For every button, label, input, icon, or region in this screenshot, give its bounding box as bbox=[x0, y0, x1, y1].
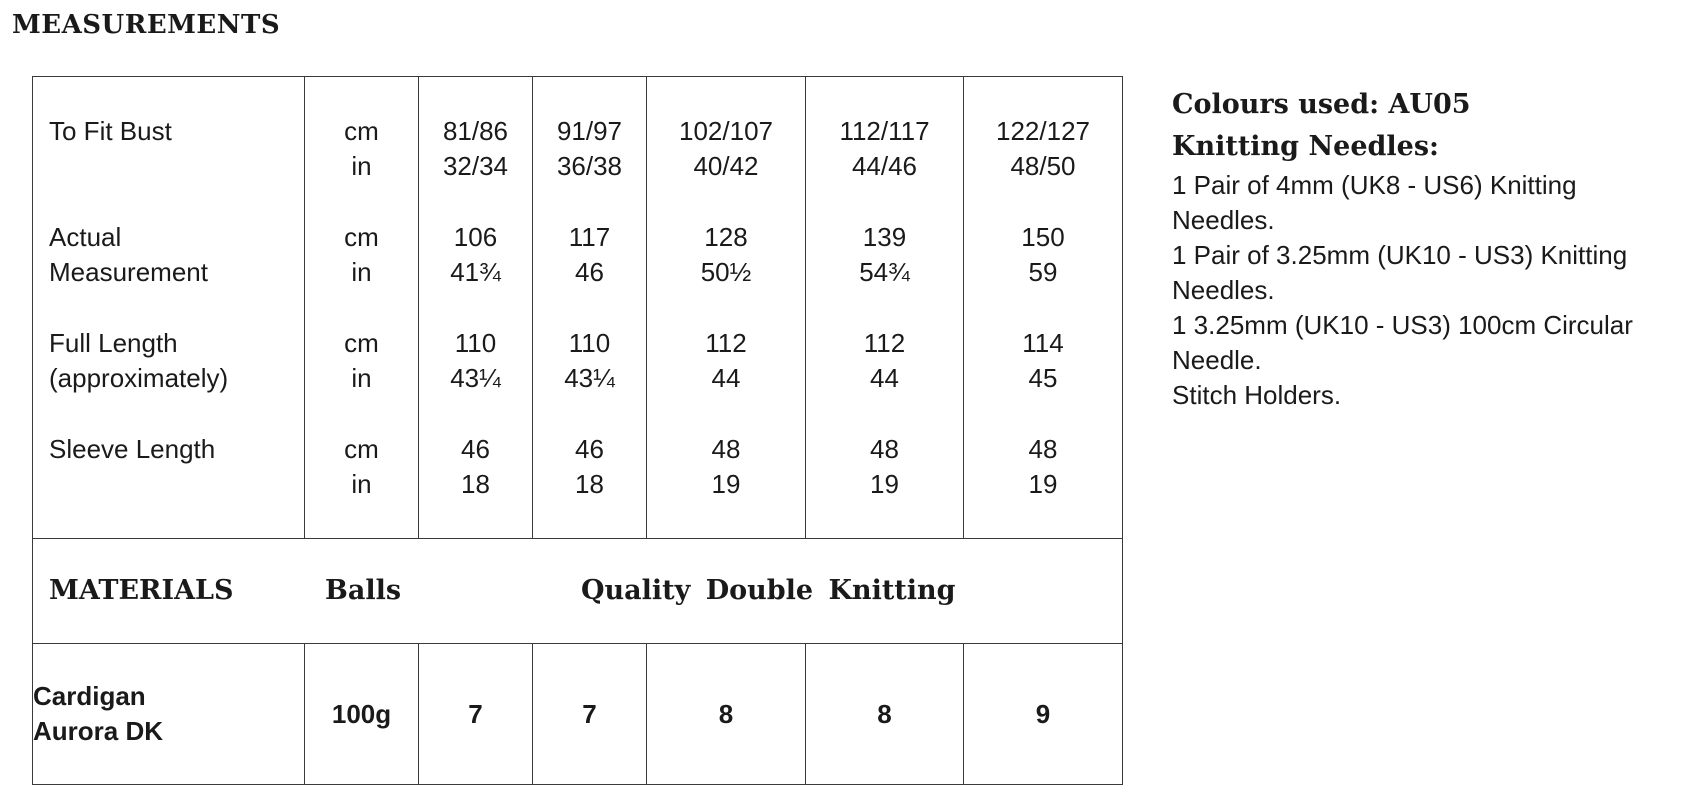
value-cell: 48 19 bbox=[711, 434, 741, 499]
size-column-2 bbox=[533, 77, 647, 539]
yarn-weight: 100g bbox=[305, 644, 419, 785]
yarn-qty-size-3: 8 bbox=[647, 644, 806, 785]
needle-line: 1 3.25mm (UK10 - US3) 100cm Circular bbox=[1172, 310, 1633, 340]
needle-line: 1 Pair of 4mm (UK8 - US6) Knitting bbox=[1172, 170, 1577, 200]
needle-line: Stitch Holders. bbox=[1172, 380, 1342, 410]
value-cell: 106 41¾ bbox=[450, 222, 501, 287]
value-cell: 110 43¼ bbox=[564, 328, 615, 393]
yarn-name: Cardigan Aurora DK bbox=[33, 644, 305, 785]
value-cell: 114 45 bbox=[1022, 328, 1064, 393]
value-cell: 48 19 bbox=[1028, 434, 1058, 499]
value-cell: 91/97 36/38 bbox=[556, 116, 623, 181]
materials-header-row bbox=[33, 539, 1123, 644]
value-cell: 112 44 bbox=[863, 328, 906, 393]
unit-cell: cm in bbox=[344, 116, 379, 181]
measurements-table bbox=[32, 76, 1123, 785]
yarn-row bbox=[33, 644, 1123, 785]
value-cell: 117 46 bbox=[568, 222, 611, 287]
unit-cell: cm in bbox=[344, 222, 379, 287]
row-label-sleeve: Sleeve Length bbox=[49, 434, 216, 464]
value-cell: 150 59 bbox=[1021, 222, 1065, 287]
size-column-5 bbox=[964, 77, 1123, 539]
size-column-3 bbox=[647, 77, 806, 539]
needle-line: 1 Pair of 3.25mm (UK10 - US3) Knitting bbox=[1172, 240, 1628, 270]
needle-line: Needle. bbox=[1172, 345, 1262, 375]
size-column-4 bbox=[806, 77, 964, 539]
label-column bbox=[33, 77, 305, 539]
balls-label: Balls bbox=[325, 575, 402, 606]
value-cell: 48 19 bbox=[870, 434, 899, 499]
yarn-qty-size-2: 7 bbox=[533, 644, 647, 785]
value-cell: 112/117 44/46 bbox=[839, 116, 930, 181]
value-cell: 110 43¼ bbox=[450, 328, 501, 393]
page-title: MEASUREMENTS bbox=[12, 10, 281, 40]
side-notes bbox=[1172, 84, 1692, 413]
value-cell: 139 54¾ bbox=[859, 222, 910, 287]
unit-cell: cm in bbox=[344, 328, 379, 393]
unit-column bbox=[305, 77, 419, 539]
yarn-qty-size-1: 7 bbox=[419, 644, 533, 785]
materials-title: MATERIALS bbox=[49, 575, 234, 606]
yarn-quality: Quality Double Knitting bbox=[581, 575, 956, 606]
measurements-section bbox=[33, 77, 1123, 539]
value-cell: 46 18 bbox=[461, 434, 490, 499]
value-cell: 122/127 48/50 bbox=[996, 116, 1090, 181]
needles-heading: Knitting Needles: bbox=[1172, 131, 1439, 162]
row-label-actual: Actual Measurement bbox=[49, 222, 208, 287]
row-label-length: Full Length (approximately) bbox=[49, 328, 229, 393]
unit-cell: cm in bbox=[344, 434, 379, 499]
needle-line: Needles. bbox=[1172, 275, 1275, 305]
row-label-bust: To Fit Bust bbox=[49, 116, 172, 146]
size-column-1 bbox=[419, 77, 533, 539]
yarn-qty-size-5: 9 bbox=[964, 644, 1123, 785]
value-cell: 128 50½ bbox=[700, 222, 752, 287]
value-cell: 81/86 32/34 bbox=[442, 116, 509, 181]
needle-line: Needles. bbox=[1172, 205, 1275, 235]
yarn-qty-size-4: 8 bbox=[806, 644, 964, 785]
colours-used: Colours used: AU05 bbox=[1172, 89, 1471, 120]
value-cell: 102/107 40/42 bbox=[679, 116, 773, 181]
value-cell: 46 18 bbox=[575, 434, 604, 499]
value-cell: 112 44 bbox=[705, 328, 747, 393]
